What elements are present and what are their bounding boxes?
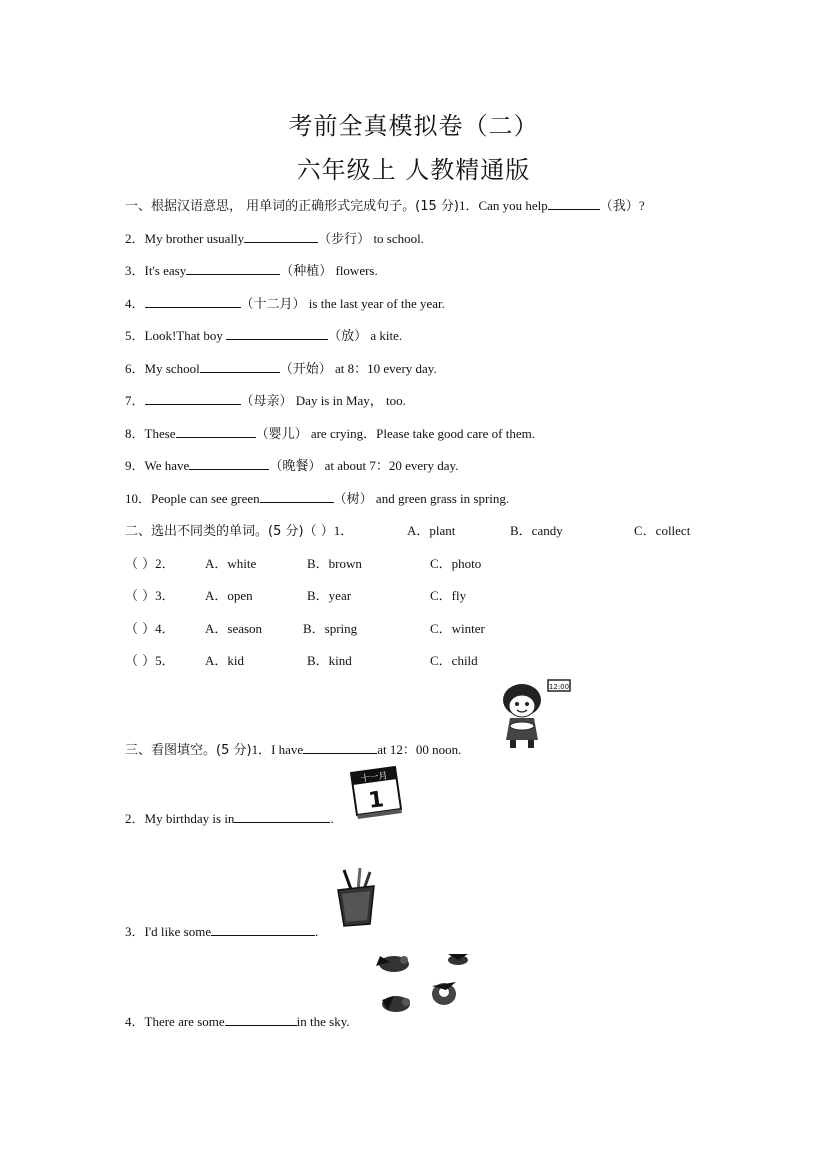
birds-picture bbox=[372, 946, 478, 1020]
item-number: 1． bbox=[251, 742, 272, 757]
answer-blank[interactable] bbox=[244, 230, 318, 243]
option-b: B．brown bbox=[307, 556, 362, 571]
section1-item-3 bbox=[125, 260, 378, 279]
item-text: . bbox=[330, 811, 334, 826]
option-c: C．photo bbox=[430, 556, 482, 571]
answer-blank[interactable] bbox=[234, 810, 330, 823]
item-text: ? bbox=[638, 198, 645, 213]
section3-heading: 三、看图填空。(5 分) bbox=[125, 743, 252, 758]
answer-paren[interactable]: （ ） bbox=[303, 524, 334, 539]
hint-text: （开始） bbox=[279, 362, 332, 377]
option-c: C．collect bbox=[634, 523, 691, 538]
item-number: 2． bbox=[155, 556, 175, 571]
item-text: at 12：00 noon. bbox=[377, 742, 462, 757]
item-text: at about 7：20 every day. bbox=[321, 458, 459, 473]
section2-item-2 bbox=[125, 553, 175, 572]
section1-item-5 bbox=[125, 325, 402, 344]
item-text: There are some bbox=[144, 1014, 225, 1029]
section3-row-1 bbox=[125, 739, 461, 758]
item-text: are crying．Please take good care of them. bbox=[307, 426, 535, 441]
calendar-month-text: 十一月 bbox=[360, 771, 389, 785]
option-a: A．kid bbox=[205, 653, 245, 668]
answer-blank[interactable] bbox=[176, 425, 256, 438]
hint-text: （晚餐） bbox=[269, 459, 322, 474]
item-text: to school. bbox=[370, 231, 424, 246]
answer-blank[interactable] bbox=[260, 490, 334, 503]
calendar-day-text: 1 bbox=[367, 787, 386, 814]
section1-item-6 bbox=[125, 358, 437, 377]
bird-icon bbox=[382, 996, 410, 1012]
item-number: 9． bbox=[125, 458, 145, 473]
answer-blank[interactable] bbox=[145, 295, 241, 308]
item-text: It's easy bbox=[144, 263, 187, 278]
page-subtitle: 六年级上 人教精通版 bbox=[296, 156, 531, 184]
item-text: We have bbox=[144, 458, 190, 473]
item-number: 6． bbox=[125, 361, 145, 376]
item-text: People can see green bbox=[151, 491, 260, 506]
answer-blank[interactable] bbox=[186, 262, 280, 275]
item-text: My brother usually bbox=[144, 231, 245, 246]
section3-item-3 bbox=[125, 921, 318, 940]
section2-heading: 二、选出不同类的单词。(5 分) bbox=[125, 524, 304, 539]
section1-item-9 bbox=[125, 455, 458, 474]
item-text: Look!That boy bbox=[144, 328, 227, 343]
hint-text: （十二月） bbox=[240, 297, 306, 312]
item-text: and green grass in spring. bbox=[372, 491, 510, 506]
section2-item-3 bbox=[125, 585, 175, 604]
option-a: A．season bbox=[205, 621, 263, 636]
item-number: 5． bbox=[155, 653, 175, 668]
item-number: 3． bbox=[125, 263, 145, 278]
item-text: Day is in May， too. bbox=[292, 393, 406, 408]
hint-text: （婴儿） bbox=[255, 427, 308, 442]
answer-blank[interactable] bbox=[189, 457, 269, 470]
answer-paren[interactable]: （ ） bbox=[125, 622, 156, 637]
section1-heading: 一、根据汉语意思， 用单词的正确形式完成句子。(15 分) bbox=[125, 199, 459, 214]
answer-blank[interactable] bbox=[548, 197, 600, 210]
item-number: 4． bbox=[155, 621, 175, 636]
clock-time-text: 12:00 bbox=[548, 683, 570, 691]
page-title: 考前全真模拟卷（二） bbox=[288, 112, 539, 140]
item-number: 10． bbox=[125, 491, 152, 506]
option-a: A．open bbox=[205, 588, 253, 603]
item-text: Can you help bbox=[478, 198, 548, 213]
option-b: B．kind bbox=[307, 653, 352, 668]
pencil-cup-picture bbox=[330, 866, 380, 928]
answer-paren[interactable]: （ ） bbox=[125, 589, 156, 604]
section2-item-4 bbox=[125, 618, 175, 637]
item-number: 4． bbox=[125, 1014, 145, 1029]
option-c: C．fly bbox=[430, 588, 467, 603]
option-b: B．year bbox=[307, 588, 352, 603]
answer-blank[interactable] bbox=[200, 360, 280, 373]
item-text: My school bbox=[144, 361, 200, 376]
item-number: 3． bbox=[125, 924, 145, 939]
item-text: at 8：10 every day. bbox=[331, 361, 437, 376]
section1-item-7 bbox=[125, 390, 406, 409]
item-text: a kite. bbox=[367, 328, 403, 343]
answer-blank[interactable] bbox=[145, 392, 241, 405]
section1-item-2 bbox=[125, 228, 424, 247]
section3-item-2 bbox=[125, 808, 334, 827]
item-text: These bbox=[144, 426, 176, 441]
section1-row-1 bbox=[125, 195, 645, 214]
section1-item-8 bbox=[125, 423, 535, 442]
hint-text: （种植） bbox=[280, 264, 333, 279]
item-number: 4． bbox=[125, 296, 145, 311]
item-text: My birthday is in bbox=[144, 811, 235, 826]
answer-paren[interactable]: （ ） bbox=[125, 654, 156, 669]
item-number: 1． bbox=[458, 198, 479, 213]
item-number: 5． bbox=[125, 328, 145, 343]
item-text: . bbox=[315, 924, 319, 939]
calendar-picture bbox=[345, 763, 403, 819]
item-number: 1． bbox=[333, 523, 354, 538]
answer-blank[interactable] bbox=[226, 327, 328, 340]
answer-blank[interactable] bbox=[211, 923, 315, 936]
item-text: in the sky. bbox=[296, 1014, 350, 1029]
item-number: 3． bbox=[155, 588, 175, 603]
section1-item-4 bbox=[125, 293, 445, 312]
hint-text: （我） bbox=[599, 199, 639, 214]
answer-paren[interactable]: （ ） bbox=[125, 557, 156, 572]
item-text: is the last year of the year. bbox=[305, 296, 445, 311]
section2-row-1 bbox=[125, 520, 353, 539]
item-number: 2． bbox=[125, 811, 145, 826]
hint-text: （放） bbox=[328, 329, 368, 344]
bird-icon bbox=[376, 956, 409, 972]
section1-item-10 bbox=[125, 488, 509, 507]
answer-blank[interactable] bbox=[303, 741, 377, 754]
option-b: B．candy bbox=[510, 523, 563, 538]
item-text: I'd like some bbox=[144, 924, 212, 939]
hint-text: （树） bbox=[333, 492, 373, 507]
item-number: 8． bbox=[125, 426, 145, 441]
item-number: 2． bbox=[125, 231, 145, 246]
bird-icon bbox=[432, 982, 456, 1005]
item-text: I have bbox=[271, 742, 304, 757]
option-c: C．child bbox=[430, 653, 478, 668]
option-c: C．winter bbox=[430, 621, 485, 636]
section2-item-5 bbox=[125, 650, 175, 669]
option-a: A．white bbox=[205, 556, 257, 571]
hint-text: （母亲） bbox=[240, 394, 293, 409]
child-lunch-picture bbox=[500, 678, 576, 750]
option-a: A．plant bbox=[407, 523, 456, 538]
answer-blank[interactable] bbox=[225, 1013, 297, 1026]
item-number: 7． bbox=[125, 393, 145, 408]
section3-item-4 bbox=[125, 1011, 350, 1030]
item-text: flowers. bbox=[332, 263, 378, 278]
hint-text: （步行） bbox=[318, 232, 371, 247]
option-b: B．spring bbox=[303, 621, 358, 636]
bird-icon bbox=[448, 954, 468, 965]
